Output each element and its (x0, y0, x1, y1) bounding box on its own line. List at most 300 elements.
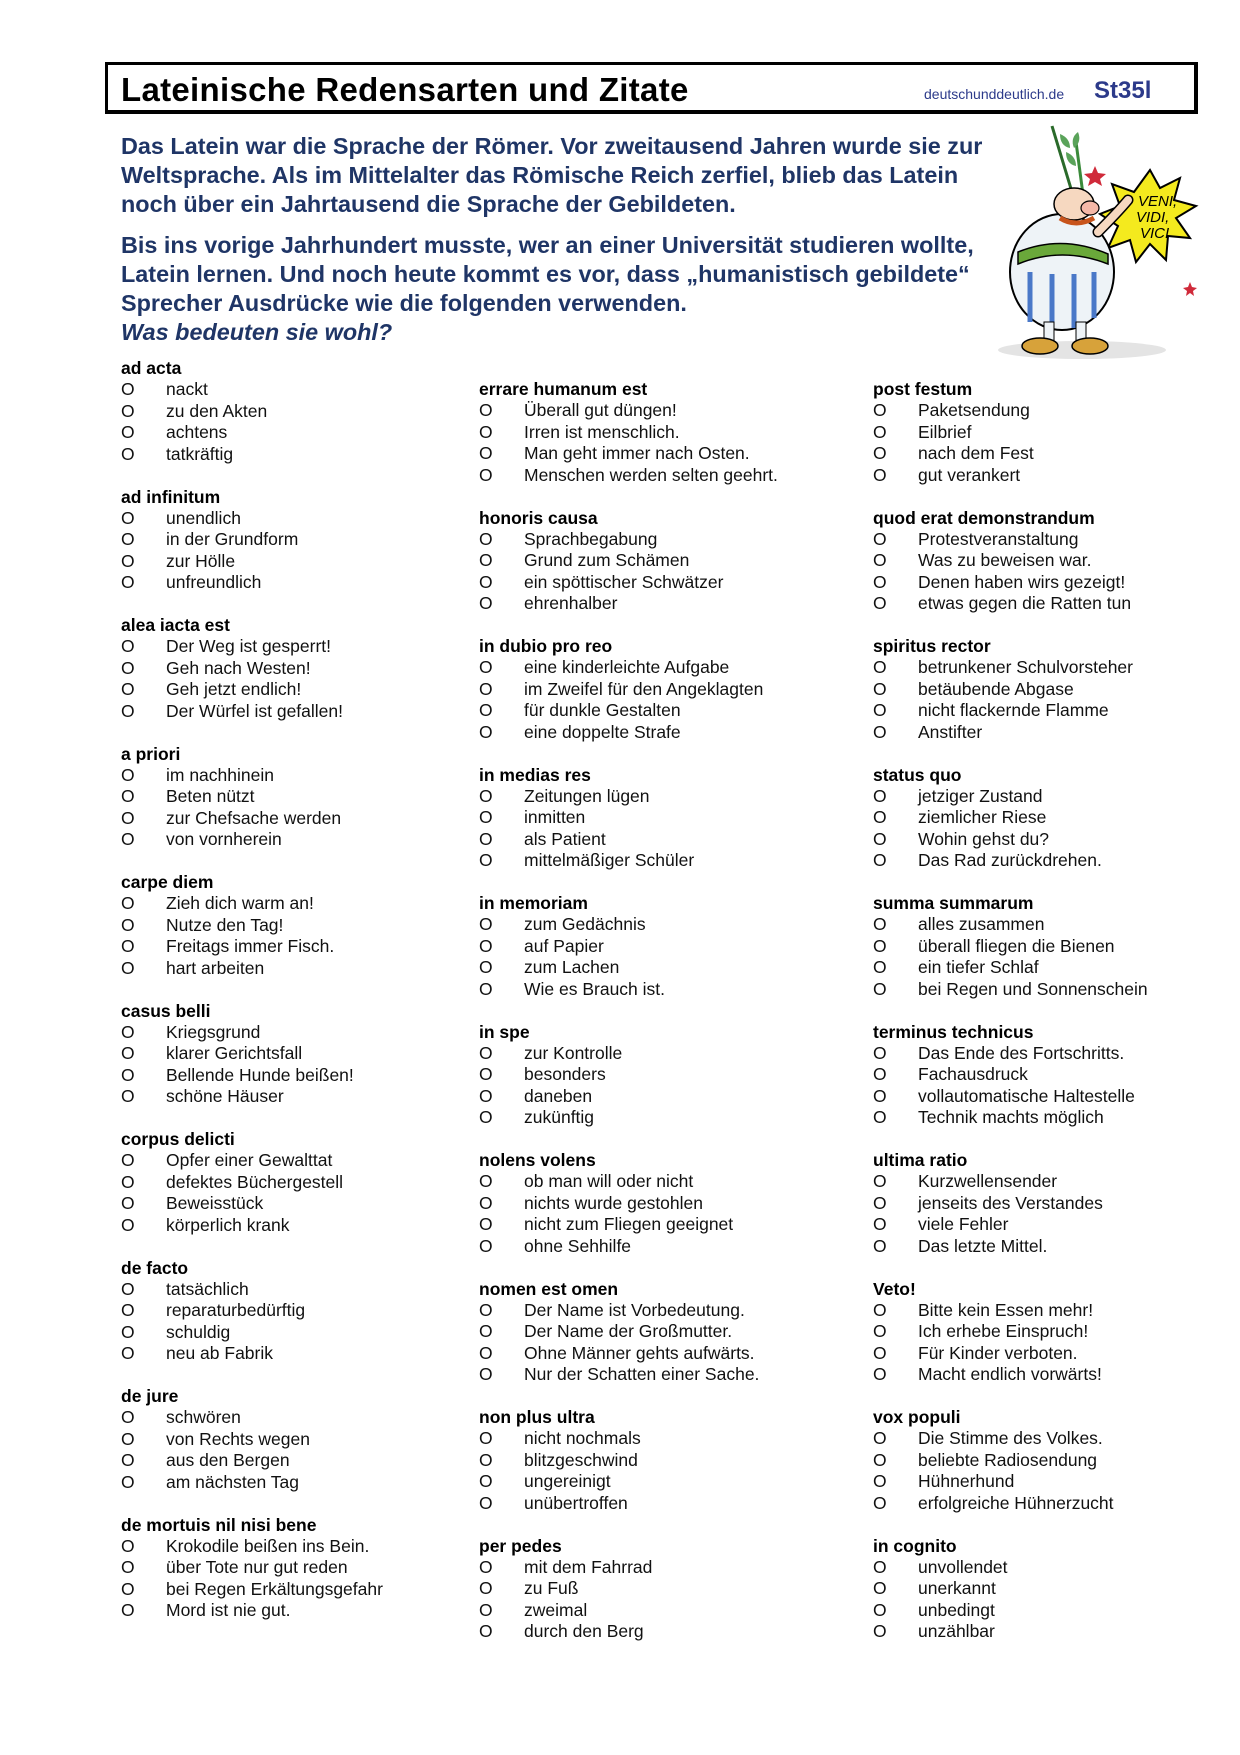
answer-option[interactable] (121, 764, 274, 787)
answer-option[interactable] (121, 572, 262, 594)
answer-text: von Rechts wegen (166, 1428, 310, 1449)
answer-option[interactable] (873, 593, 1132, 615)
answer-checkbox[interactable]: O (121, 1193, 135, 1214)
answer-checkbox[interactable]: O (121, 550, 135, 571)
answer-option[interactable] (873, 785, 1043, 808)
answer-text: Nur der Schatten einer Sache. (524, 1364, 760, 1385)
answer-checkbox[interactable]: O (479, 464, 493, 485)
answer-text: eine kinderleichte Aufgabe (524, 657, 730, 677)
answer-option[interactable] (479, 1085, 593, 1108)
phrase-entry (479, 1021, 623, 1129)
answer-option[interactable] (873, 400, 1030, 422)
answer-checkbox[interactable]: O (479, 1064, 493, 1085)
answer-option[interactable] (873, 935, 1115, 958)
answer-option[interactable] (479, 1299, 745, 1322)
answer-text: im Zweifel für den Angeklagten (524, 678, 764, 699)
answer-option[interactable] (121, 657, 311, 680)
answer-checkbox[interactable]: O (479, 1321, 493, 1342)
answer-checkbox[interactable]: O (873, 1578, 887, 1599)
answer-checkbox[interactable]: O (479, 550, 493, 571)
answer-option[interactable] (479, 1492, 628, 1515)
page-title: Lateinische Redensarten und Zitate (121, 71, 689, 108)
answer-text: beliebte Radiosendung (918, 1449, 1098, 1470)
answer-option[interactable] (873, 1364, 1102, 1386)
answer-checkbox[interactable]: O (121, 1150, 135, 1170)
answer-checkbox[interactable]: O (873, 1042, 887, 1063)
answer-option[interactable] (479, 1192, 703, 1215)
answer-text: Das Rad zurückdrehen. (918, 850, 1102, 871)
answer-option[interactable] (121, 636, 332, 658)
answer-checkbox[interactable]: O (873, 785, 887, 806)
answer-option[interactable] (121, 829, 282, 851)
sign-line-3: VICI (1140, 225, 1170, 242)
answer-option[interactable] (479, 1578, 579, 1600)
answer-option[interactable] (121, 1450, 290, 1472)
answer-checkbox[interactable]: O (873, 914, 887, 934)
answer-option[interactable] (873, 464, 1021, 487)
answer-option[interactable] (479, 1556, 653, 1579)
answer-checkbox[interactable]: O (873, 1192, 887, 1213)
answer-checkbox[interactable]: O (479, 1299, 493, 1320)
answer-option[interactable] (479, 1428, 641, 1450)
answer-option[interactable] (121, 893, 314, 915)
answer-checkbox[interactable]: O (873, 1085, 887, 1106)
answer-option[interactable] (873, 678, 1074, 701)
answer-option[interactable] (873, 1578, 996, 1600)
answer-option[interactable] (479, 1342, 755, 1365)
answer-checkbox[interactable]: O (479, 1192, 493, 1213)
answer-checkbox[interactable]: O (479, 1107, 493, 1128)
answer-text: Kurzwellensender (918, 1171, 1058, 1191)
answer-option[interactable] (479, 1321, 733, 1343)
answer-option[interactable] (479, 464, 778, 487)
answer-option[interactable] (873, 1064, 1033, 1086)
answer-option[interactable] (479, 1471, 611, 1493)
answer-text: Anstifter (918, 721, 983, 742)
answer-checkbox[interactable]: O (479, 914, 493, 934)
answer-option[interactable] (873, 700, 1109, 722)
answer-checkbox[interactable]: O (121, 1300, 135, 1321)
answer-option[interactable] (121, 679, 302, 701)
answer-checkbox[interactable]: O (121, 1214, 135, 1235)
answer-checkbox[interactable]: O (121, 1471, 135, 1492)
answer-option[interactable] (121, 1578, 383, 1601)
answer-checkbox[interactable]: O (873, 850, 887, 871)
answer-checkbox[interactable]: O (121, 1535, 135, 1556)
answer-checkbox[interactable]: O (479, 807, 493, 828)
answer-option[interactable] (121, 700, 344, 723)
answer-checkbox[interactable]: O (479, 1556, 493, 1577)
latin-phrase: post festum (873, 379, 973, 399)
answer-text: bei Regen Erkältungsgefahr (166, 1578, 383, 1599)
answer-option[interactable] (479, 421, 680, 444)
answer-option[interactable] (479, 1171, 694, 1193)
answer-option[interactable] (873, 722, 991, 744)
phrase-entry (479, 764, 695, 872)
latin-phrase: vox populi (873, 1407, 961, 1427)
answer-option[interactable] (121, 1343, 274, 1365)
answer-option[interactable] (479, 785, 650, 808)
answer-checkbox[interactable]: O (479, 1364, 493, 1385)
answer-option[interactable] (121, 1300, 306, 1322)
answer-checkbox[interactable]: O (479, 935, 493, 956)
answer-option[interactable] (479, 914, 646, 936)
answer-option[interactable] (121, 786, 255, 808)
answer-option[interactable] (121, 507, 241, 530)
answer-text: Der Name ist Vorbedeutung. (524, 1299, 745, 1320)
answer-option[interactable] (479, 721, 681, 744)
answer-text: für dunkle Gestalten (524, 700, 681, 721)
answer-option[interactable] (121, 807, 342, 830)
answer-checkbox[interactable]: O (121, 1278, 135, 1299)
answer-checkbox[interactable]: O (873, 1235, 887, 1256)
answer-text: Ohne Männer gehts aufwärts. (524, 1342, 755, 1363)
answer-checkbox[interactable]: O (121, 657, 135, 678)
answer-checkbox[interactable]: O (479, 657, 493, 677)
answer-option[interactable] (479, 1235, 632, 1258)
answer-option[interactable] (873, 1471, 1015, 1493)
phrase-entry (873, 1535, 1008, 1643)
answer-checkbox[interactable]: O (121, 1450, 135, 1471)
answer-option[interactable] (873, 1299, 1094, 1322)
answer-option[interactable] (873, 422, 972, 444)
answer-option[interactable] (873, 1171, 1058, 1193)
answer-checkbox[interactable]: O (873, 1064, 887, 1085)
answer-text: Geh jetzt endlich! (166, 679, 302, 700)
answer-checkbox[interactable]: O (121, 1171, 135, 1192)
answer-checkbox[interactable]: O (479, 571, 493, 592)
answer-option[interactable] (479, 700, 681, 722)
answer-checkbox[interactable]: O (479, 1171, 493, 1191)
answer-checkbox[interactable]: O (479, 1214, 493, 1235)
answer-checkbox[interactable]: O (479, 1578, 493, 1599)
answer-option[interactable] (873, 1192, 1103, 1215)
answer-option[interactable] (479, 807, 591, 829)
answer-option[interactable] (873, 1556, 1008, 1579)
latin-phrase: honoris causa (479, 507, 598, 528)
answer-checkbox[interactable]: O (873, 978, 887, 999)
answer-text: betäubende Abgase (918, 678, 1074, 699)
answer-option[interactable] (121, 1043, 303, 1065)
answer-text: zum Gedächnis (524, 914, 646, 934)
answer-text: nicht nochmals (524, 1428, 641, 1448)
answer-checkbox[interactable]: O (479, 700, 493, 721)
answer-checkbox[interactable]: O (121, 1343, 135, 1364)
answer-option[interactable] (121, 422, 228, 444)
answer-option[interactable] (121, 1407, 241, 1429)
answer-option[interactable] (121, 1600, 316, 1622)
answer-text: zur Kontrolle (524, 1042, 623, 1063)
answer-option[interactable] (121, 1321, 231, 1344)
answer-text: neu ab Fabrik (166, 1343, 274, 1364)
answer-checkbox[interactable]: O (873, 678, 887, 699)
latin-phrase: de facto (121, 1257, 189, 1278)
answer-option[interactable] (479, 1449, 638, 1472)
answer-checkbox[interactable]: O (873, 528, 887, 549)
answer-text: gut verankert (918, 464, 1021, 485)
answer-checkbox[interactable]: O (873, 550, 887, 571)
answer-checkbox[interactable]: O (479, 528, 493, 549)
answer-option[interactable] (873, 1235, 1048, 1258)
phrase-entry (479, 1407, 641, 1514)
answer-checkbox[interactable]: O (873, 1364, 887, 1385)
answer-option[interactable] (873, 529, 1095, 551)
answer-option[interactable] (873, 957, 1039, 979)
answer-checkbox[interactable]: O (873, 1107, 887, 1128)
answer-text: ziemlicher Riese (918, 807, 1047, 828)
answer-checkbox[interactable]: O (479, 828, 493, 849)
answer-option[interactable] (479, 850, 695, 872)
answer-checkbox[interactable]: O (121, 507, 135, 528)
answer-option[interactable] (479, 1599, 588, 1622)
answer-checkbox[interactable]: O (121, 1064, 135, 1085)
answer-checkbox[interactable]: O (479, 850, 493, 871)
answer-text: Für Kinder verboten. (918, 1342, 1078, 1363)
answer-checkbox[interactable]: O (873, 1342, 887, 1363)
answer-checkbox[interactable]: O (121, 786, 135, 807)
answer-checkbox[interactable]: O (121, 1407, 135, 1427)
answer-option[interactable] (121, 1171, 344, 1194)
answer-checkbox[interactable]: O (121, 1086, 135, 1107)
answer-checkbox[interactable]: O (121, 422, 135, 443)
answer-option[interactable] (479, 550, 690, 572)
answer-option[interactable] (479, 400, 677, 422)
answer-checkbox[interactable]: O (121, 572, 135, 593)
answer-checkbox[interactable]: O (121, 636, 135, 656)
answer-checkbox[interactable]: O (121, 1557, 135, 1578)
answer-text: betrunkener Schulvorsteher (918, 657, 1133, 677)
answer-checkbox[interactable]: O (873, 657, 887, 677)
answer-checkbox[interactable]: O (479, 978, 493, 999)
latin-phrase: in medias res (479, 764, 591, 785)
latin-phrase: status quo (873, 764, 962, 785)
latin-phrase: de jure (121, 1386, 179, 1406)
answer-text: Protestveranstaltung (918, 528, 1079, 549)
answer-checkbox[interactable]: O (873, 807, 887, 828)
answer-option[interactable] (479, 528, 658, 551)
answer-option[interactable] (873, 1599, 995, 1622)
answer-option[interactable] (873, 1042, 1125, 1065)
answer-option[interactable] (121, 1064, 354, 1087)
answer-option[interactable] (121, 1557, 348, 1579)
answer-checkbox[interactable]: O (873, 1492, 887, 1513)
website-label: deutschunddeutlich.de (924, 86, 1065, 102)
answer-checkbox[interactable]: O (121, 443, 135, 464)
answer-option[interactable] (479, 1364, 760, 1386)
answer-option[interactable] (121, 1150, 333, 1172)
obelix-illustration (990, 122, 1202, 362)
answer-checkbox[interactable]: O (121, 700, 135, 721)
answer-option[interactable] (121, 550, 236, 573)
answer-option[interactable] (121, 914, 284, 937)
answer-option[interactable] (873, 1085, 1135, 1108)
answer-checkbox[interactable]: O (873, 1299, 887, 1320)
answer-option[interactable] (121, 936, 335, 958)
answer-option[interactable] (873, 1492, 1114, 1515)
answer-checkbox[interactable]: O (873, 571, 887, 592)
answer-option[interactable] (873, 1214, 1009, 1236)
answer-option[interactable] (121, 1535, 370, 1558)
answer-checkbox[interactable]: O (479, 1085, 493, 1106)
phrase-entry (479, 1535, 653, 1643)
answer-text: Das Ende des Fortschritts. (918, 1042, 1125, 1063)
answer-option[interactable] (873, 657, 1133, 679)
answer-option[interactable] (121, 379, 208, 401)
answer-checkbox[interactable]: O (873, 1321, 887, 1342)
answer-checkbox[interactable]: O (873, 464, 887, 485)
answer-text: ehrenhalber (524, 593, 618, 614)
answer-checkbox[interactable]: O (121, 914, 135, 935)
answer-checkbox[interactable]: O (479, 721, 493, 742)
answer-option[interactable] (121, 1021, 261, 1044)
answer-option[interactable] (873, 914, 1045, 936)
answer-checkbox[interactable]: O (121, 400, 135, 421)
answer-checkbox[interactable]: O (121, 1321, 135, 1342)
answer-checkbox[interactable]: O (479, 400, 493, 420)
answer-text: aus den Bergen (166, 1450, 290, 1471)
phrase-entry (121, 358, 268, 465)
answer-checkbox[interactable]: O (121, 1021, 135, 1042)
answer-text: Fachausdruck (918, 1064, 1028, 1085)
answer-text: zu den Akten (166, 400, 268, 421)
answer-option[interactable] (479, 443, 750, 465)
answer-option[interactable] (121, 529, 299, 551)
intro-paragraph-2: Bis ins vorige Jahrhundert musste, wer an einer Universität studieren wollte, Latein lernen. Und noch heute kommt es vor, dass „humanistisch gebildete“ Sprecher Ausdrücke wie die folgenden verwenden. (121, 232, 974, 316)
phrase-entry (873, 379, 1034, 486)
answer-option[interactable] (873, 850, 1102, 872)
phrase-entry (873, 1150, 1103, 1257)
answer-option[interactable] (873, 1342, 1078, 1365)
answer-checkbox[interactable]: O (121, 379, 135, 399)
answer-checkbox[interactable]: O (873, 1214, 887, 1235)
latin-phrase: summa summarum (873, 893, 1034, 913)
answer-checkbox[interactable]: O (873, 421, 887, 442)
answer-checkbox[interactable]: O (479, 1492, 493, 1513)
answer-checkbox[interactable]: O (121, 893, 135, 913)
answer-checkbox[interactable]: O (873, 400, 887, 420)
answer-option[interactable] (873, 807, 1047, 829)
answer-option[interactable] (121, 1086, 284, 1108)
answer-checkbox[interactable]: O (873, 1428, 887, 1448)
answer-checkbox[interactable]: O (479, 1428, 493, 1448)
answer-checkbox[interactable]: O (121, 1578, 135, 1599)
answer-checkbox[interactable]: O (121, 529, 135, 550)
answer-option[interactable] (479, 571, 724, 594)
answer-checkbox[interactable]: O (873, 1599, 887, 1620)
answer-option[interactable] (121, 957, 265, 980)
answer-text: Paketsendung (918, 400, 1030, 420)
answer-checkbox[interactable]: O (873, 1471, 887, 1492)
answer-option[interactable] (479, 828, 606, 851)
answer-option[interactable] (873, 1621, 995, 1643)
answer-checkbox[interactable]: O (479, 1621, 493, 1642)
answer-checkbox[interactable]: O (873, 957, 887, 978)
answer-checkbox[interactable]: O (479, 785, 493, 806)
answer-checkbox[interactable]: O (479, 1042, 493, 1063)
answer-option[interactable] (479, 1064, 606, 1086)
worksheet-code: St35l (1094, 77, 1152, 104)
answer-option[interactable] (479, 957, 620, 979)
answer-option[interactable] (479, 1621, 644, 1643)
answer-option[interactable] (873, 1107, 1104, 1129)
answer-option[interactable] (479, 1214, 734, 1236)
answer-text: im nachhinein (166, 764, 274, 785)
answer-option[interactable] (479, 657, 730, 679)
answer-checkbox[interactable]: O (121, 1043, 135, 1064)
answer-checkbox[interactable]: O (873, 593, 887, 614)
answer-option[interactable] (873, 443, 1034, 465)
answer-checkbox[interactable]: O (121, 764, 135, 785)
answer-checkbox[interactable]: O (873, 443, 887, 464)
answer-option[interactable] (873, 571, 1126, 594)
answer-option[interactable] (121, 1278, 249, 1301)
phrase-entry (121, 1257, 306, 1365)
answer-option[interactable] (479, 935, 604, 958)
answer-checkbox[interactable]: O (479, 957, 493, 978)
answer-checkbox[interactable]: O (121, 807, 135, 828)
answer-option[interactable] (121, 1214, 290, 1237)
answer-checkbox[interactable]: O (873, 1556, 887, 1577)
answer-option[interactable] (873, 1428, 1103, 1450)
answer-checkbox[interactable]: O (873, 935, 887, 956)
answer-text: klarer Gerichtsfall (166, 1043, 303, 1064)
answer-checkbox[interactable]: O (479, 421, 493, 442)
answer-option[interactable] (121, 1471, 299, 1494)
answer-text: Wie es Brauch ist. (524, 978, 666, 999)
answer-option[interactable] (873, 1321, 1089, 1343)
answer-option[interactable] (873, 550, 1095, 572)
answer-text: Irren ist menschlich. (524, 421, 680, 442)
answer-option[interactable] (873, 978, 1148, 1001)
answer-checkbox[interactable]: O (873, 1449, 887, 1470)
answer-checkbox[interactable]: O (873, 721, 887, 742)
answer-checkbox[interactable]: O (479, 1449, 493, 1470)
answer-option[interactable] (873, 1449, 1098, 1472)
answer-checkbox[interactable]: O (479, 1342, 493, 1363)
answer-option[interactable] (121, 1428, 310, 1451)
answer-option[interactable] (121, 400, 268, 423)
answer-option[interactable] (873, 828, 1050, 851)
answer-checkbox[interactable]: O (479, 1235, 493, 1256)
answer-checkbox[interactable]: O (479, 593, 493, 614)
answer-text: Bitte kein Essen mehr! (918, 1299, 1094, 1320)
answer-checkbox[interactable]: O (121, 957, 135, 978)
answer-checkbox[interactable]: O (873, 700, 887, 721)
answer-option[interactable] (479, 978, 666, 1001)
answer-option[interactable] (121, 443, 234, 466)
answer-checkbox[interactable]: O (873, 1171, 887, 1191)
answer-text: Man geht immer nach Osten. (524, 443, 750, 464)
answer-checkbox[interactable]: O (479, 1599, 493, 1620)
answer-option[interactable] (121, 1193, 264, 1215)
answer-text: zu Fuß (524, 1578, 579, 1599)
answer-checkbox[interactable]: O (121, 936, 135, 957)
answer-checkbox[interactable]: O (873, 1621, 887, 1642)
answer-option[interactable] (479, 1042, 623, 1065)
answer-checkbox[interactable]: O (121, 1600, 135, 1621)
answer-checkbox[interactable]: O (479, 443, 493, 464)
answer-option[interactable] (479, 1107, 595, 1129)
answer-checkbox[interactable]: O (121, 1428, 135, 1449)
phrase-entry (479, 636, 764, 743)
answer-checkbox[interactable]: O (121, 829, 135, 850)
answer-checkbox[interactable]: O (121, 679, 135, 700)
answer-option[interactable] (479, 678, 764, 701)
answer-checkbox[interactable]: O (479, 678, 493, 699)
answer-checkbox[interactable]: O (873, 828, 887, 849)
answer-option[interactable] (479, 593, 618, 615)
answer-checkbox[interactable]: O (479, 1471, 493, 1492)
